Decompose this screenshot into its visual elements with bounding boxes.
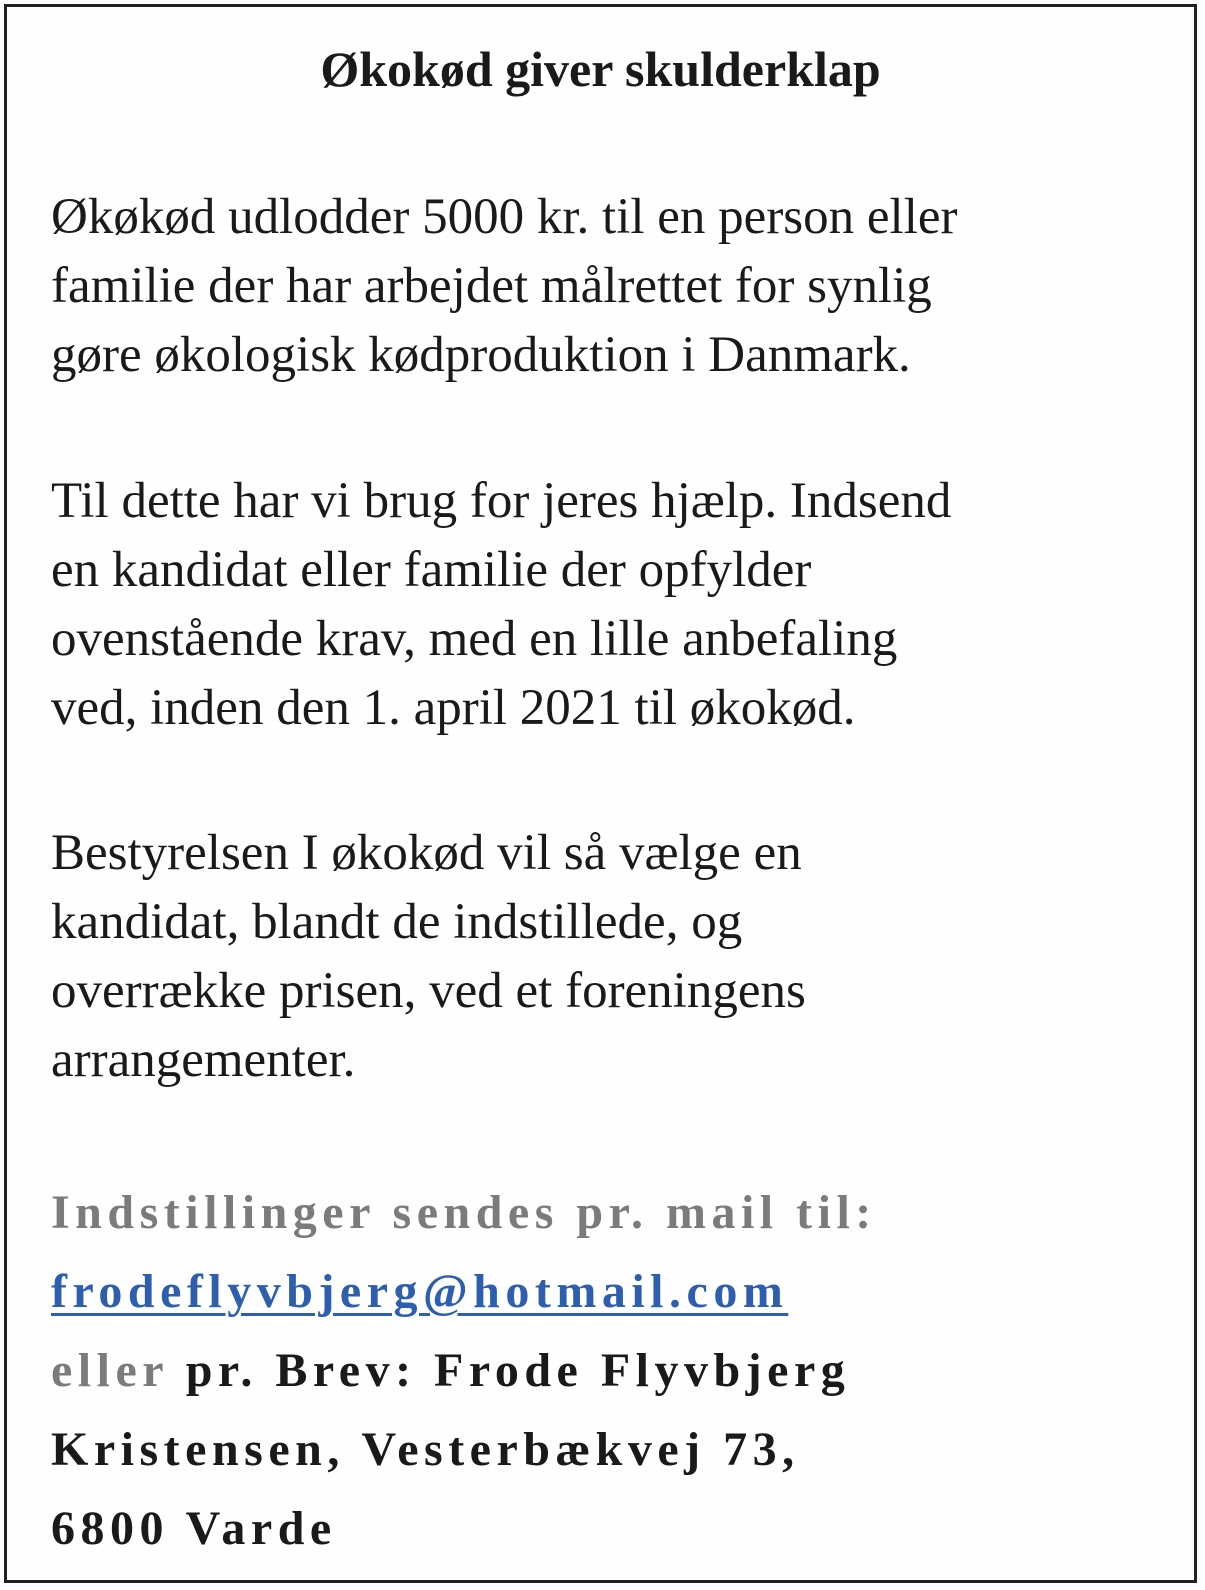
paragraph-line: Bestyrelsen I økokød vil så vælge en xyxy=(51,825,802,881)
paragraph-line: familie der har arbejdet målrettet for synlig xyxy=(51,258,932,314)
page-title: Økokød giver skulderklap xyxy=(320,41,881,97)
contact-intro: Indstillinger sendes pr. mail til: xyxy=(51,1186,877,1239)
contact-block xyxy=(51,1173,1191,1568)
paragraph-request xyxy=(51,467,1181,743)
address-line-1 xyxy=(51,1331,1191,1410)
address-line-3: 6800 Varde xyxy=(51,1502,337,1555)
paragraph-line: overrække prisen, ved et foreningens xyxy=(51,963,806,1019)
paragraph-line: kandidat, blandt de indstillede, og xyxy=(51,894,743,950)
paragraph-line: ved, inden den 1. april 2021 til økokød. xyxy=(51,680,856,736)
or-word: eller xyxy=(51,1344,169,1397)
paragraph-line: Til dette har vi brug for jeres hjælp. Indsend xyxy=(51,473,952,529)
paragraph-line: arrangementer. xyxy=(51,1032,356,1088)
announcement-frame xyxy=(4,4,1197,1583)
paragraph-line: Økøkød udlodder 5000 kr. til en person eller xyxy=(51,189,958,245)
paragraph-selection xyxy=(51,819,1181,1095)
paragraph-prize xyxy=(51,183,1181,390)
paragraph-line: ovenstående krav, med en lille anbefaling xyxy=(51,611,898,667)
email-line xyxy=(51,1252,1191,1331)
email-link[interactable]: frodeflyvbjerg@hotmail.com xyxy=(51,1265,789,1318)
address-text: pr. Brev: Frode Flyvbjerg xyxy=(185,1344,851,1397)
paragraph-line: en kandidat eller familie der opfylder xyxy=(51,542,812,598)
paragraph-line: gøre økologisk kødproduktion i Danmark. xyxy=(51,327,911,383)
address-line-2: Kristensen, Vesterbækvej 73, xyxy=(51,1423,800,1476)
